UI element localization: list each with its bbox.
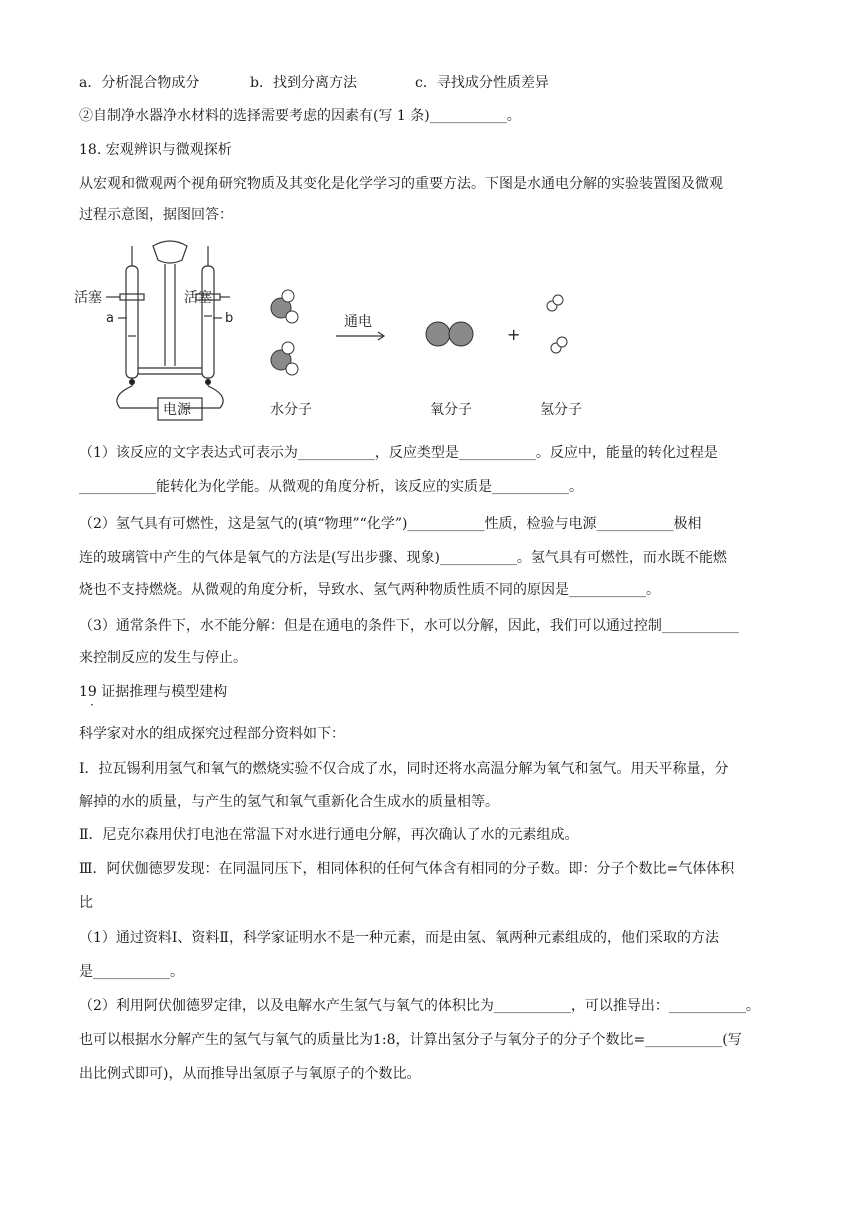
q19-part2-line1: （2）利用阿伏伽德罗定律，以及电解水产生氢气与氧气的体积比为___________，可以推导出：___________。: [79, 998, 760, 1014]
q19-part2-line3: 出比例式即可)，从而推导出氢原子与氧原子的个数比。: [79, 1066, 421, 1082]
q19-intro: 科学家对水的组成探究过程部分资料如下：: [79, 726, 345, 742]
q18-part2-line2: 连的玻璃管中产生的气体是氧气的方法是(写出步骤、现象)___________。氢气具有可燃性，而水既不能燃: [79, 550, 727, 566]
q19-item3-line1: Ⅲ．阿伏伽德罗发现：在同温同压下，相同体积的任何气体含有相同的分子数。即：分子个数比=气体体积: [79, 861, 735, 877]
q19-part2-line2: 也可以根据水分解产生的氢气与氧气的质量比为1:8，计算出氢分子与氧分子的分子个数比=___________(写: [79, 1032, 742, 1048]
q19-part1-line1: （1）通过资料Ⅰ、资料Ⅱ，科学家证明水不是一种元素，而是由氢、氧两种元素组成的，他们采取的方法: [79, 930, 719, 946]
option-c: c．寻找成分性质差异: [415, 75, 549, 91]
water-molecule: [271, 342, 298, 375]
arrow-label: 通电: [344, 314, 372, 330]
oxygen-molecule: [426, 322, 473, 346]
stopcock-right-label: 活塞: [184, 290, 212, 306]
q19-title: 19 证据推理与模型建构: [79, 684, 228, 700]
hydrogen-molecule: [551, 337, 567, 353]
option-a: a．分析混合物成分: [79, 75, 200, 91]
q19-item2: Ⅱ．尼克尔森用伏打电池在常温下对水进行通电分解，再次确认了水的元素组成。: [79, 827, 579, 843]
water-molecule: [271, 290, 298, 323]
stopcock-left-label: 活塞: [74, 290, 102, 306]
q18-part1-line2: ___________能转化为化学能。从微观的角度分析，该反应的实质是___________。: [79, 479, 583, 495]
q19-item3-line2: 比: [79, 895, 93, 911]
q18-title: 18. 宏观辨识与微观探析: [79, 142, 232, 158]
q18-intro-line1: 从宏观和微观两个视角研究物质及其变化是化学学习的重要方法。下图是水通电分解的实验装置图及微观: [79, 176, 723, 192]
plus-sign: +: [507, 325, 521, 344]
tube-a-label: a: [106, 311, 114, 326]
oxygen-label: 氧分子: [430, 402, 472, 418]
option-b: b．找到分离方法: [250, 75, 357, 91]
q19-item1-line2: 解掉的水的质量，与产生的氢气和氧气重新化合生成水的质量相等。: [79, 794, 499, 810]
hydrogen-label: 氢分子: [540, 402, 582, 418]
q18-part3-line2: 来控制反应的发生与停止。: [79, 650, 247, 666]
q19-item1-line1: I．拉瓦锡利用氢气和氧气的燃烧实验不仅合成了水，同时还将水高温分解为氧气和氢气。用天平称量，分: [79, 761, 729, 777]
electrolysis-figure: [70, 236, 610, 436]
q18-part1-line1: （1）该反应的文字表达式可表示为___________，反应类型是___________。反应中，能量的转化过程是: [79, 445, 718, 461]
tube-b-label: b: [225, 311, 234, 326]
power-label: 电源: [163, 402, 191, 418]
q18-part2-line3: 烧也不支持燃烧。从微观的角度分析，导致水、氢气两种物质性质不同的原因是___________。: [79, 582, 660, 598]
arrow-icon: [336, 332, 384, 340]
hydrogen-molecule: [547, 295, 563, 311]
water-label: 水分子: [270, 402, 312, 418]
q19-dot: ·: [90, 698, 94, 712]
q18-part3-line1: （3）通常条件下，水不能分解：但是在通电的条件下，水可以分解，因此，我们可以通过控制___________: [79, 618, 739, 634]
q18-part2-line1: （2）氢气具有可燃性，这是氢气的(填“物理”“化学”)___________性质，检验与电源___________极相: [79, 516, 702, 532]
q17-part2: ②自制净水器净水材料的选择需要考虑的因素有(写 1 条)___________。: [79, 108, 521, 124]
q19-part1-line2: 是___________。: [79, 964, 184, 980]
q18-intro-line2: 过程示意图，据图回答：: [79, 207, 233, 223]
